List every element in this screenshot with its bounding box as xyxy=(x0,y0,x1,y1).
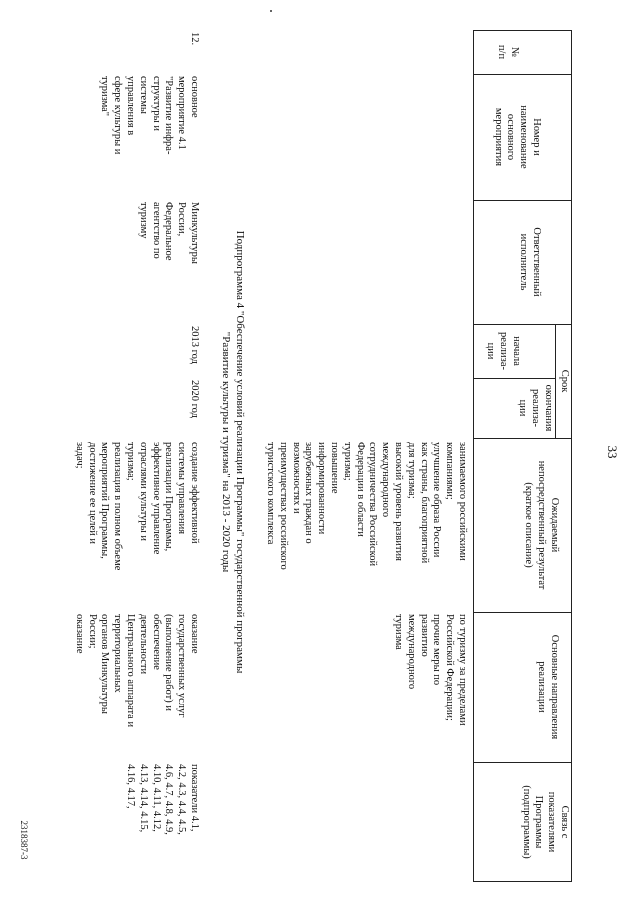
header-result: Ожидаемый непосредственный результат (краткое описание) xyxy=(523,460,560,590)
header-name: Номер и наименование основного мероприятия xyxy=(492,105,542,169)
continued-directions: по туризму за пределами Российской Федерации; прочие меры по развитию международного туризма xyxy=(393,614,468,726)
header-srok: Срок xyxy=(559,369,570,393)
row12-name: основное мероприятие 4.1 "Развитие инфра- структуры и системы управления в сфере культуры и туризма" xyxy=(99,76,200,155)
col-line-8 xyxy=(474,881,572,882)
header-num: № п/п xyxy=(496,44,520,60)
row12-num: 12. xyxy=(189,32,200,46)
header-bottom-line xyxy=(473,30,474,882)
speck xyxy=(270,10,272,12)
col-line-1 xyxy=(474,74,572,75)
header-directions: Основные направления реализации xyxy=(536,634,560,740)
col-line-5 xyxy=(474,438,572,439)
subprogram-title: Подпрограмма 4 "Обеспечение условий реализации Программы" государственной программы "Развитие культуры и туризма" на 2013 - 2020 годы xyxy=(220,230,246,674)
document-id: 2318387-3 xyxy=(19,820,29,860)
row12-end: 2020 год xyxy=(189,380,200,418)
table-top-line xyxy=(571,30,572,882)
col-line-2 xyxy=(474,200,572,201)
srok-divider-line xyxy=(555,324,556,438)
continued-result: занимаемого российскими компаниями; улучшение образа России как страны, благоприятной для туризма; высокий уровень развития международного сотрудничества Российской Федерации в области туризма; повышение информированности зарубежных граждан о возможностях и преимуществах российского туристского комплекса xyxy=(265,442,468,570)
row12-link: показатели 4.1, 4.2, 4.3, 4.4, 4.5, 4.6, 4.7, 4.8, 4.9, 4.10, 4.11, 4.12, 4.13, 4.14, 4.15, 4.16, 4.17, xyxy=(125,764,200,835)
col-line-6 xyxy=(474,612,572,613)
header-end: окончания реализа- ции xyxy=(517,384,554,432)
col-line-3 xyxy=(474,324,572,325)
header-link: Связь с показателями Программы (подпрограммы) xyxy=(520,785,570,859)
page-number: 33 xyxy=(605,445,620,459)
row12-start: 2013 год xyxy=(189,326,200,364)
col-line-4 xyxy=(474,378,556,379)
rotated-table-page xyxy=(20,22,620,882)
header-start: начала реализа- ции xyxy=(485,332,522,370)
row12-directions: оказание государственных услуг (выполнение работ) и обеспечение деятельности Центрального аппарата и территориальных органов Минкультуры России; оказание xyxy=(73,614,200,728)
table-grid xyxy=(20,22,620,882)
col-line-7 xyxy=(474,762,572,763)
header-executor: Ответственный исполнитель xyxy=(518,227,542,297)
row12-result: создание эффективной системы управления реализации Программы, эффективное управление отраслями культуры и туризма; реализация в полном объеме мероприятий Программы, достижение ее целей и задач; xyxy=(73,442,200,571)
row12-executor: Минкультуры России, Федеральное агентство по туризму xyxy=(137,202,200,264)
col-line-0 xyxy=(474,30,572,31)
